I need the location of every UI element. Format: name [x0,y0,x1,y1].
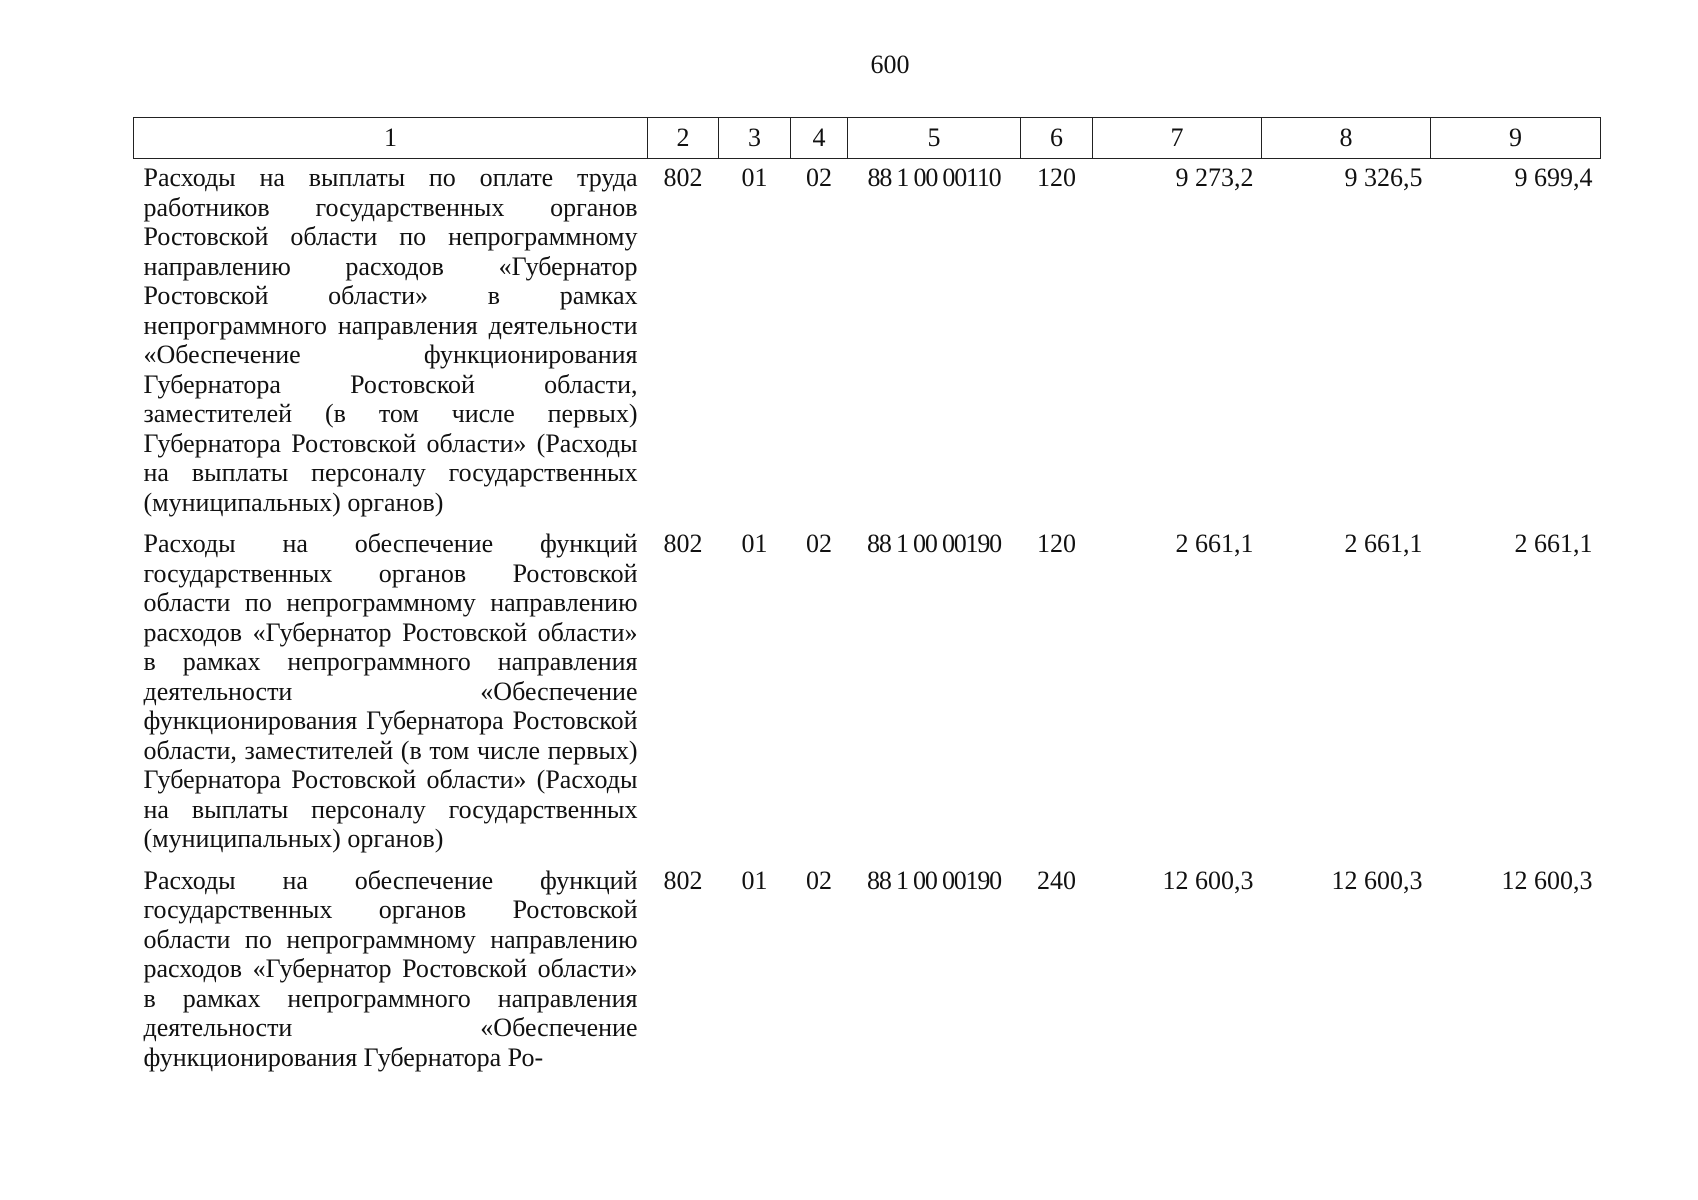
amount-year-3: 9 699,4 [1514,163,1593,192]
column-header: 4 [791,118,848,159]
target-article-code: 88 1 00 00190 [867,529,1001,558]
column-header: 6 [1021,118,1093,159]
expense-type-code: 120 [1037,529,1076,558]
amount-year-1: 12 600,3 [1162,865,1254,895]
table-row [134,159,1601,526]
row-description: Расходы на обеспечение функций государственных органов Ростовской области по непрограммному направлению расходов «Губернатор Ростовской области» в рамках непрограммного направления деятельности «Обеспечение функционирования Губернатора Ро- [143,865,638,1072]
header-row [134,118,1601,159]
section-code: 01 [741,529,768,558]
amount-year-3: 12 600,3 [1501,865,1593,895]
column-header: 7 [1093,118,1262,159]
expense-type-code: 240 [1037,865,1076,895]
table-row [134,525,1601,862]
column-header: 2 [648,118,719,159]
amount-year-1: 9 273,2 [1175,163,1254,192]
expense-type-code: 120 [1037,163,1076,192]
section-code: 01 [741,163,768,192]
subsection-code: 02 [806,865,832,895]
section-code: 01 [741,865,768,895]
amount-year-2: 2 661,1 [1344,529,1423,558]
column-header: 1 [134,118,648,159]
page-number: 600 [870,50,910,79]
ministry-code: 802 [663,529,703,558]
ministry-code: 802 [663,163,703,192]
subsection-code: 02 [806,529,832,558]
table-body [134,159,1601,1073]
target-article-code: 88 1 00 00110 [867,163,1001,192]
row-description: Расходы на обеспечение функций государственных органов Ростовской области по непрограммному направлению расходов «Губернатор Ростовской области» в рамках непрограммного направления деятельности «Обеспечение функционирования Губернатора Ростовской области, заместителей (в том числе первых) Губернатора Ростовской области» (Расходы на выплаты персоналу государственных (муниципальных) органов) [143,529,638,853]
column-header: 5 [848,118,1021,159]
amount-year-3: 2 661,1 [1514,529,1593,558]
budget-table-container [133,117,1600,1072]
amount-year-2: 12 600,3 [1331,865,1423,895]
target-article-code: 88 1 00 00190 [867,865,1001,895]
subsection-code: 02 [806,163,832,192]
ministry-code: 802 [663,865,703,895]
amount-year-2: 9 326,5 [1344,163,1423,192]
table-header [134,118,1601,159]
amount-year-1: 2 661,1 [1175,529,1254,558]
budget-table [133,117,1601,1072]
row-description: Расходы на выплаты по оплате труда работников государственных органов Ростовской области по непрограммному направлению расходов «Губернатор Ростовской области» в рамках непрограммного направления деятельности «Обеспечение функционирования Губернатора Ростовской области, заместителей (в том числе первых) Губернатора Ростовской области» (Расходы на выплаты персоналу государственных (муниципальных) органов) [143,163,638,517]
column-header: 8 [1262,118,1431,159]
column-header: 9 [1431,118,1601,159]
column-header: 3 [719,118,791,159]
table-row [134,862,1601,1073]
